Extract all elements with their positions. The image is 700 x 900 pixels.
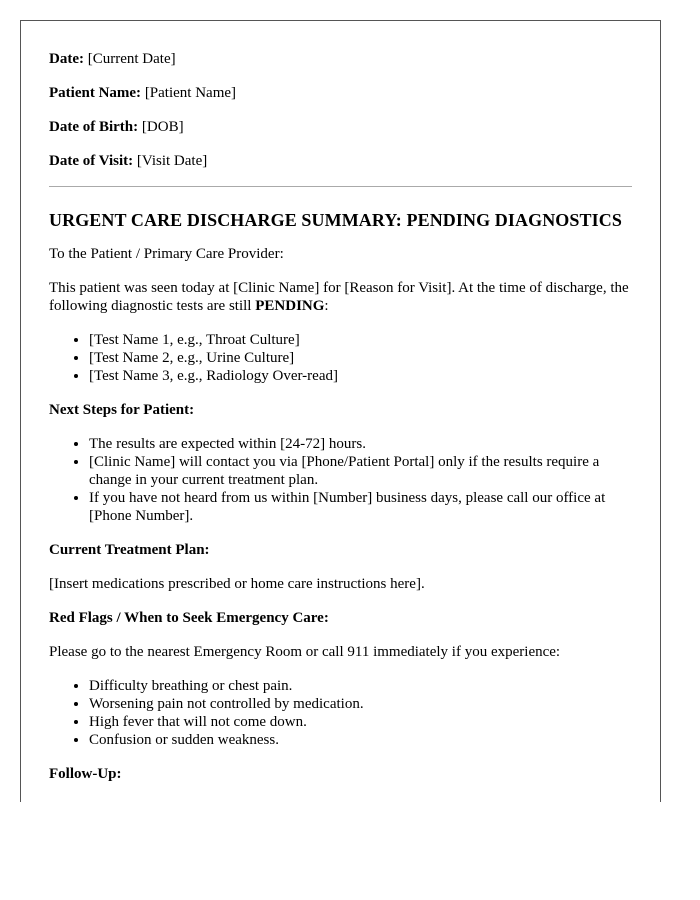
list-item: • High fever that will not come down.: [89, 713, 632, 731]
list-item: • [Clinic Name] will contact you via [Phone/Patient Portal] only if the results require a change in your current treatment plan.: [89, 453, 632, 489]
red-flags-heading: Red Flags / When to Seek Emergency Care:: [49, 610, 329, 626]
red-flags-list: [49, 677, 632, 749]
list-item: • If you have not heard from us within [Number] business days, please call our office at [Phone Number].: [89, 489, 632, 525]
treatment-text: [Insert medications prescribed or home care instructions here].: [49, 576, 425, 592]
document-body: [21, 21, 660, 783]
header-divider: [49, 186, 632, 187]
red-flags-intro: Please go to the nearest Emergency Room or call 911 immediately if you experience:: [49, 644, 561, 660]
patient-name-value: [Patient Name]: [144, 85, 237, 101]
list-item: • [Test Name 2, e.g., Urine Culture]: [89, 349, 632, 367]
salutation: To the Patient / Primary Care Provider:: [49, 246, 284, 262]
follow-up-heading: Follow-Up:: [49, 766, 122, 782]
next-steps-heading: Next Steps for Patient:: [49, 402, 195, 418]
pending-emphasis: PENDING: [255, 298, 325, 314]
list-item: • Difficulty breathing or chest pain.: [89, 677, 632, 695]
visit-date-value: [Visit Date]: [136, 153, 208, 169]
document-title: URGENT CARE DISCHARGE SUMMARY: PENDING DIAGNOSTICS: [49, 210, 622, 230]
visit-date-label: Date of Visit:: [49, 153, 134, 169]
list-item: • Confusion or sudden weakness.: [89, 731, 632, 749]
dob-field: [49, 118, 632, 136]
patient-name-label: Patient Name:: [49, 85, 142, 101]
treatment-heading: Current Treatment Plan:: [49, 542, 210, 558]
next-steps-list: [49, 435, 632, 525]
list-item: • [Test Name 3, e.g., Radiology Over-read]: [89, 367, 632, 385]
list-item: • The results are expected within [24-72] hours.: [89, 435, 632, 453]
date-field: [49, 50, 632, 68]
dob-value: [DOB]: [141, 119, 184, 135]
visit-date-field: [49, 152, 632, 170]
intro-text: This patient was seen today at [Clinic Name] for [Reason for Visit]. At the time of discharge, the following diagnostic tests are still: [49, 280, 629, 314]
intro-suffix: :: [324, 298, 329, 314]
list-item: • [Test Name 1, e.g., Throat Culture]: [89, 331, 632, 349]
pending-tests-list: [49, 331, 632, 385]
document-page: [20, 20, 661, 802]
patient-name-field: [49, 84, 632, 102]
date-label: Date:: [49, 51, 84, 67]
dob-label: Date of Birth:: [49, 119, 139, 135]
intro-paragraph: [49, 279, 632, 315]
list-item: • Worsening pain not controlled by medication.: [89, 695, 632, 713]
date-value: [Current Date]: [87, 51, 176, 67]
